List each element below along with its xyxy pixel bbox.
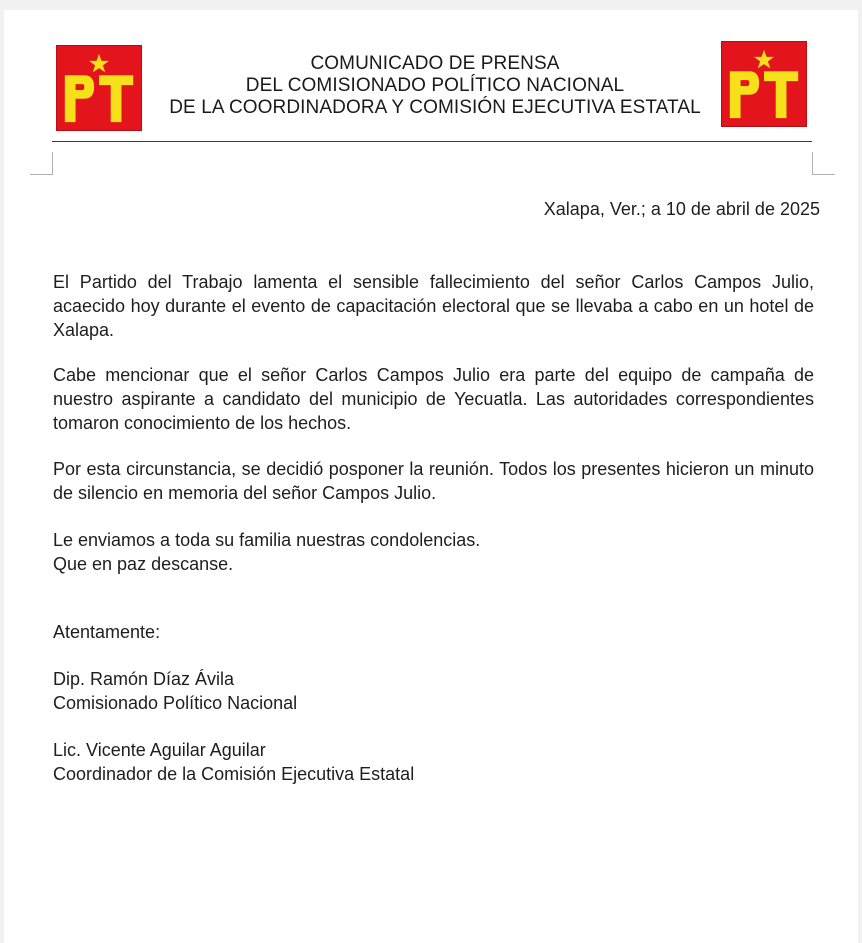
title-line-1: COMUNICADO DE PRENSA	[310, 53, 560, 74]
closing-salutation: Atentamente:	[53, 622, 161, 642]
paragraph-3: Por esta circunstancia, se decidió posponer la reunión. Todos los presentes hicieron un minuto de silencio en memoria del señor Campos Julio.	[53, 459, 814, 503]
condolences-line-2: Que en paz descanse.	[53, 554, 234, 574]
signatory-1	[53, 667, 297, 715]
condolences	[53, 528, 814, 576]
signatory-title: Coordinador de la Comisión Ejecutiva Estatal	[53, 764, 415, 784]
title-line-3: DE LA COORDINADORA Y COMISIÓN EJECUTIVA ESTATAL	[169, 97, 701, 118]
pt-logo-right	[721, 41, 807, 127]
press-release-title	[150, 53, 720, 119]
dateline: Xalapa, Ver.; a 10 de abril de 2025	[543, 199, 820, 219]
margin-corner-mark-right	[812, 152, 835, 175]
signatory-name: Lic. Vicente Aguilar Aguilar	[53, 740, 266, 760]
condolences-line-1: Le enviamos a toda su familia nuestras condolencias.	[53, 530, 481, 550]
pt-logo-graphic	[722, 42, 806, 126]
signatory-title: Comisionado Político Nacional	[53, 693, 298, 713]
title-line-2: DEL COMISIONADO POLÍTICO NACIONAL	[245, 75, 625, 96]
letter-t-shape	[764, 71, 798, 118]
paragraph-1: El Partido del Trabajo lamenta el sensible fallecimiento del señor Carlos Campos Julio, acaecido hoy durante el evento de capacitación electoral que se llevaba a cabo en un hotel de Xalapa.	[53, 272, 814, 340]
margin-corner-mark-left	[30, 152, 53, 175]
paragraph-2: Cabe mencionar que el señor Carlos Campos Julio era parte del equipo de campaña de nuestro aspirante a candidato del municipio de Yecuatla. Las autoridades correspondientes tomaron conocimiento de los hechos.	[53, 365, 814, 433]
letter-p-shape	[730, 71, 759, 118]
star-icon	[89, 54, 109, 73]
letter-p-shape	[65, 75, 94, 122]
letter-t-shape	[99, 75, 133, 122]
pt-logo-left	[56, 45, 142, 131]
pt-logo-graphic	[57, 46, 141, 130]
star-icon	[754, 50, 774, 69]
signatory-name: Dip. Ramón Díaz Ávila	[53, 669, 235, 689]
header-divider	[52, 141, 812, 142]
signatory-2	[53, 738, 414, 786]
